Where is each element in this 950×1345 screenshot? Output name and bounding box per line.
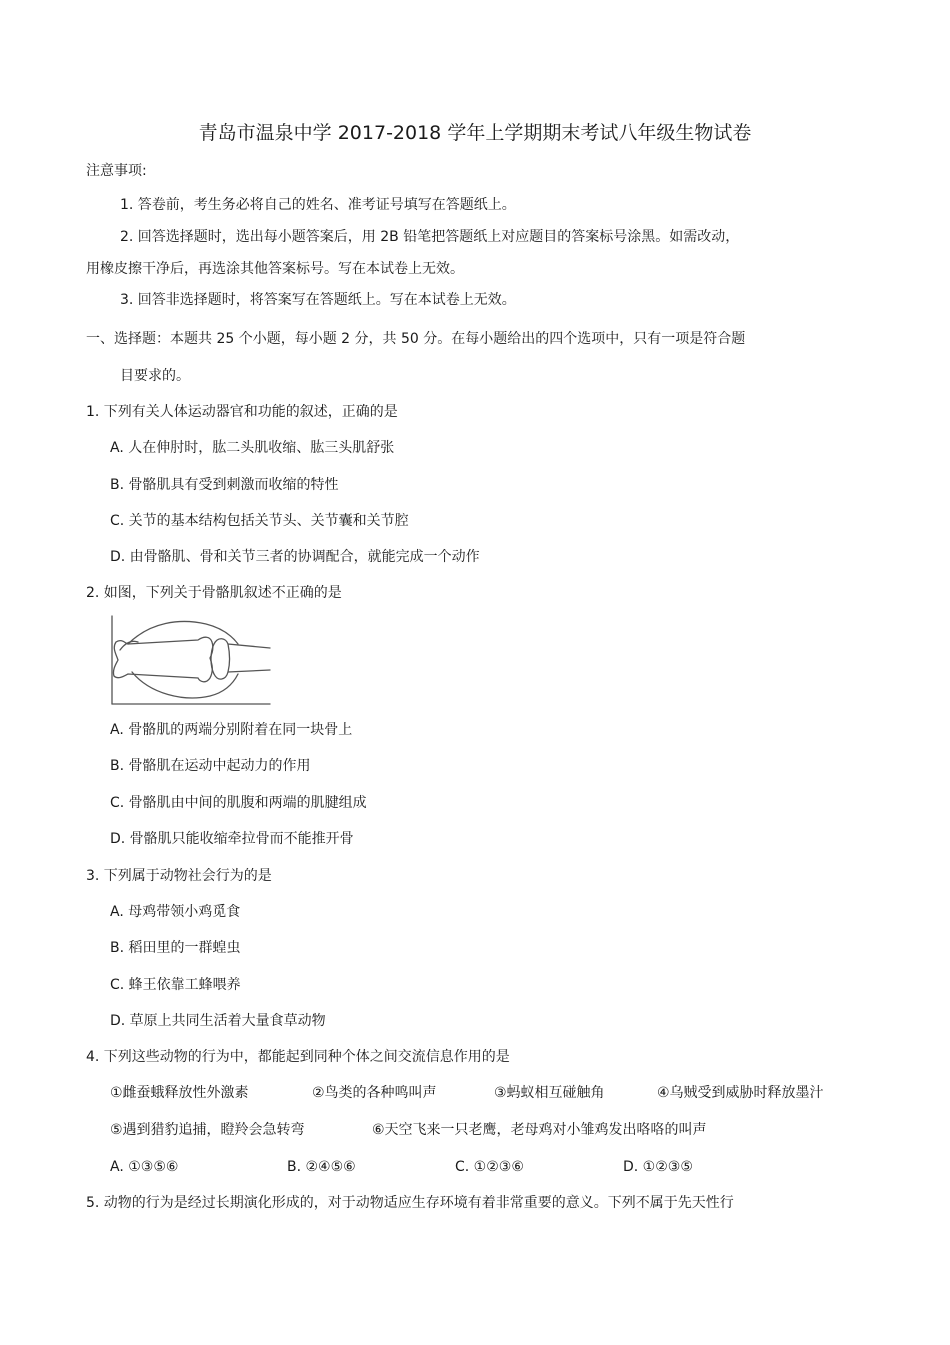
question-4-item-5: ⑤遇到猎豹追捕，瞪羚会急转弯 [110, 1122, 305, 1138]
question-3-stem: 3. 下列属于动物社会行为的是 [86, 868, 272, 884]
exam-title: 青岛市温泉中学 2017-2018 学年上学期期末考试八年级生物试卷 [198, 122, 752, 144]
question-1-option-c: C. 关节的基本结构包括关节头、关节囊和关节腔 [110, 513, 409, 529]
question-3-option-a: A. 母鸡带领小鸡觅食 [110, 904, 241, 920]
notes-item-1: 1. 答卷前，考生务必将自己的姓名、准考证号填写在答题纸上。 [120, 197, 516, 213]
question-1-option-d: D. 由骨骼肌、骨和关节三者的协调配合，就能完成一个动作 [110, 549, 480, 565]
question-3-option-d: D. 草原上共同生活着大量食草动物 [110, 1013, 326, 1029]
question-3-option-c: C. 蜂王依靠工蜂喂养 [110, 977, 241, 993]
notes-item-3: 3. 回答非选择题时，将答案写在答题纸上。写在本试卷上无效。 [120, 292, 516, 308]
question-2-option-c: C. 骨骼肌由中间的肌腹和两端的肌腱组成 [110, 795, 367, 811]
question-1-option-b: B. 骨骼肌具有受到刺激而收缩的特性 [110, 477, 339, 493]
question-4-stem: 4. 下列这些动物的行为中，都能起到同种个体之间交流信息作用的是 [86, 1049, 510, 1065]
question-1-stem: 1. 下列有关人体运动器官和功能的叙述，正确的是 [86, 404, 398, 420]
question-2-option-b: B. 骨骼肌在运动中起动力的作用 [110, 758, 311, 774]
question-5-stem: 5. 动物的行为是经过长期演化形成的，对于动物适应生存环境有着非常重要的意义。下列不属于先天性行 [86, 1195, 734, 1211]
question-4-option-c: C. ①②③⑥ [455, 1159, 524, 1175]
notes-heading: 注意事项: [86, 163, 147, 179]
question-2-stem: 2. 如图，下列关于骨骼肌叙述不正确的是 [86, 585, 342, 601]
skeletal-muscle-diagram [110, 614, 272, 706]
notes-item-2-line-1: 2. 回答选择题时，选出每小题答案后，用 2B 铅笔把答题纸上对应题目的答案标号涂黑。如需改动， [120, 229, 740, 245]
question-4-item-1: ①雌蚕蛾释放性外激素 [110, 1085, 249, 1101]
question-2-option-a: A. 骨骼肌的两端分别附着在同一块骨上 [110, 722, 353, 738]
question-3-option-b: B. 稻田里的一群蝗虫 [110, 940, 241, 956]
question-1-option-a: A. 人在伸肘时，肱二头肌收缩、肱三头肌舒张 [110, 440, 395, 456]
question-4-option-d: D. ①②③⑤ [623, 1159, 693, 1175]
section-heading-line-1: 一、选择题：本题共 25 个小题，每小题 2 分，共 50 分。在每小题给出的四个选项中，只有一项是符合题 [86, 331, 746, 347]
notes-item-2-line-2: 用橡皮擦干净后，再选涂其他答案标号。写在本试卷上无效。 [86, 261, 464, 277]
question-4-item-2: ②鸟类的各种鸣叫声 [312, 1085, 437, 1101]
question-2-option-d: D. 骨骼肌只能收缩牵拉骨而不能推开骨 [110, 831, 354, 847]
question-4-option-a: A. ①③⑤⑥ [110, 1159, 179, 1175]
question-4-item-6: ⑥天空飞来一只老鹰，老母鸡对小雏鸡发出咯咯的叫声 [372, 1122, 707, 1138]
question-4-item-4: ④乌贼受到威胁时释放墨汁 [657, 1085, 824, 1101]
question-4-item-3: ③蚂蚁相互碰触角 [494, 1085, 605, 1101]
question-4-option-b: B. ②④⑤⑥ [287, 1159, 356, 1175]
section-heading-line-2: 目要求的。 [120, 368, 190, 384]
